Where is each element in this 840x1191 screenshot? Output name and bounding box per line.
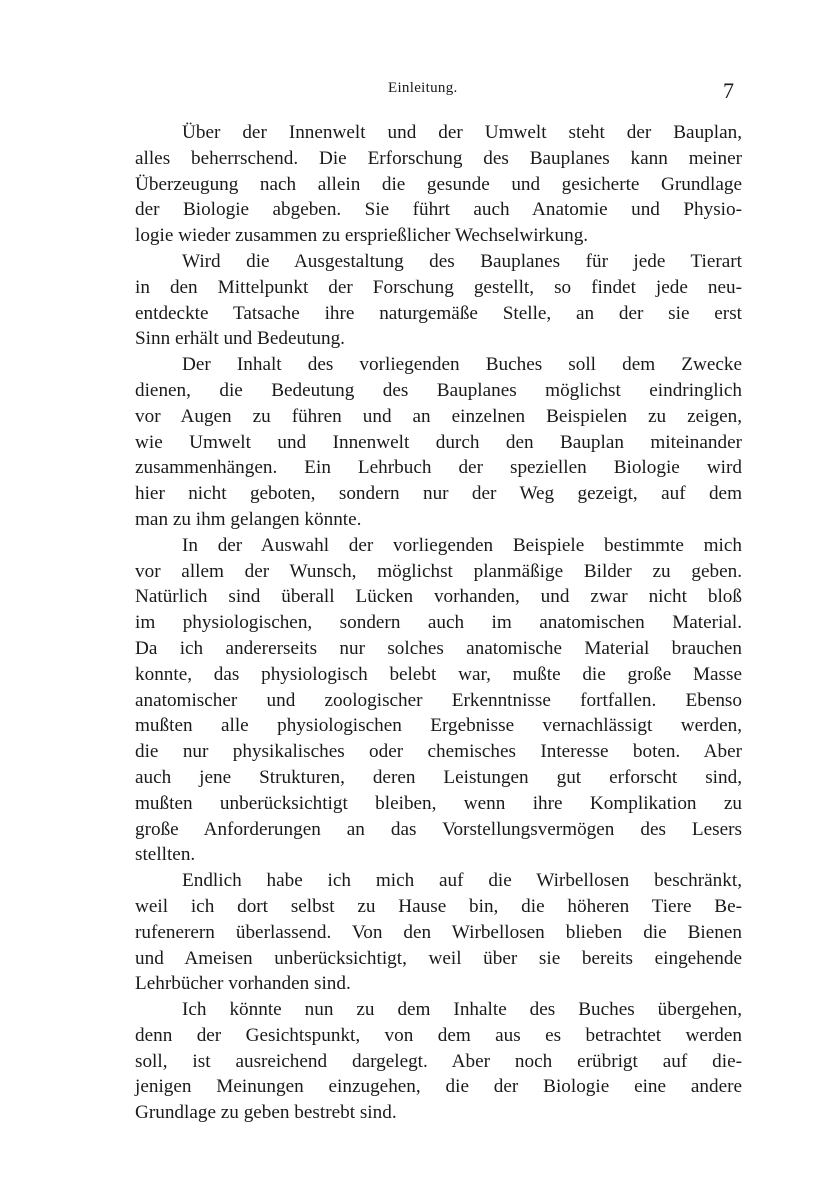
- text-line: auch jene Strukturen, deren Leistungen gut erforscht sind,: [135, 766, 742, 788]
- text-line: Sinn erhält und Bedeutung.: [135, 328, 345, 350]
- text-line: Da ich andererseits nur solches anatomische Material brauchen: [135, 637, 742, 659]
- text-line: soll, ist ausreichend dargelegt. Aber noch erübrigt auf die-: [135, 1050, 742, 1072]
- chapter-title: Einleitung.: [388, 80, 458, 96]
- text-line: wie Umwelt und Innenwelt durch den Bauplan miteinander: [135, 431, 742, 453]
- text-line: entdeckte Tatsache ihre naturgemäße Stelle, an der sie erst: [135, 302, 742, 324]
- text-line: logie wieder zusammen zu ersprießlicher Wechselwirkung.: [135, 225, 589, 247]
- text-line: alles beherrschend. Die Erforschung des Bauplanes kann meiner: [135, 147, 742, 169]
- body-text: [135, 120, 742, 1126]
- text-line: die nur physikalisches oder chemisches Interesse boten. Aber: [135, 741, 742, 763]
- text-line: große Anforderungen an das Vorstellungsvermögen des Lesers: [135, 818, 742, 840]
- text-line: vor Augen zu führen und an einzelnen Beispielen zu zeigen,: [135, 405, 742, 427]
- text-line: stellten.: [135, 844, 196, 866]
- text-line: dienen, die Bedeutung des Bauplanes möglichst eindringlich: [135, 379, 742, 401]
- text-line: weil ich dort selbst zu Hause bin, die höheren Tiere Be-: [135, 895, 742, 917]
- text-line: Lehrbücher vorhanden sind.: [135, 973, 351, 995]
- text-line: hier nicht geboten, sondern nur der Weg gezeigt, auf dem: [135, 483, 742, 505]
- text-line: Grundlage zu geben bestrebt sind.: [135, 1102, 397, 1124]
- text-line: im physiologischen, sondern auch im anatomischen Material.: [135, 612, 742, 634]
- text-line: und Ameisen unberücksichtigt, weil über sie bereits eingehende: [135, 947, 742, 969]
- text-line: Überzeugung nach allein die gesunde und gesicherte Grundlage: [135, 173, 742, 195]
- text-line: Natürlich sind überall Lücken vorhanden, und zwar nicht bloß: [135, 586, 742, 608]
- text-line: rufenerern überlassend. Von den Wirbellosen blieben die Bienen: [135, 921, 742, 943]
- text-line: anatomischer und zoologischer Erkenntnisse fortfallen. Ebenso: [135, 689, 742, 711]
- text-line: vor allem der Wunsch, möglichst planmäßige Bilder zu geben.: [135, 560, 742, 582]
- text-line: denn der Gesichtspunkt, von dem aus es betrachtet werden: [135, 1024, 742, 1046]
- text-line: Wird die Ausgestaltung des Bauplanes für jede Tierart: [182, 250, 742, 272]
- text-line: Über der Innenwelt und der Umwelt steht der Bauplan,: [182, 122, 742, 143]
- text-line: in den Mittelpunkt der Forschung gestellt, so findet jede neu-: [135, 276, 742, 298]
- text-line: der Biologie abgeben. Sie führt auch Anatomie und Physio-: [135, 199, 742, 221]
- text-line: jenigen Meinungen einzugehen, die der Biologie eine andere: [135, 1076, 742, 1098]
- text-line: mußten alle physiologischen Ergebnisse vernachlässigt werden,: [135, 715, 742, 737]
- text-line: man zu ihm gelangen könnte.: [135, 508, 362, 530]
- text-line: zusammenhängen. Ein Lehrbuch der speziellen Biologie wird: [135, 457, 742, 479]
- text-line: Der Inhalt des vorliegenden Buches soll dem Zwecke: [182, 354, 742, 376]
- running-head: [0, 80, 840, 106]
- text-line: mußten unberücksichtigt bleiben, wenn ihre Komplikation zu: [135, 792, 742, 814]
- text-line: Ich könnte nun zu dem Inhalte des Buches übergehen,: [182, 999, 742, 1021]
- text-line: In der Auswahl der vorliegenden Beispiele bestimmte mich: [182, 534, 742, 556]
- page-number: 7: [723, 78, 734, 103]
- text-line: konnte, das physiologisch belebt war, mußte die große Masse: [135, 663, 742, 685]
- text-line: Endlich habe ich mich auf die Wirbellosen beschränkt,: [182, 870, 742, 892]
